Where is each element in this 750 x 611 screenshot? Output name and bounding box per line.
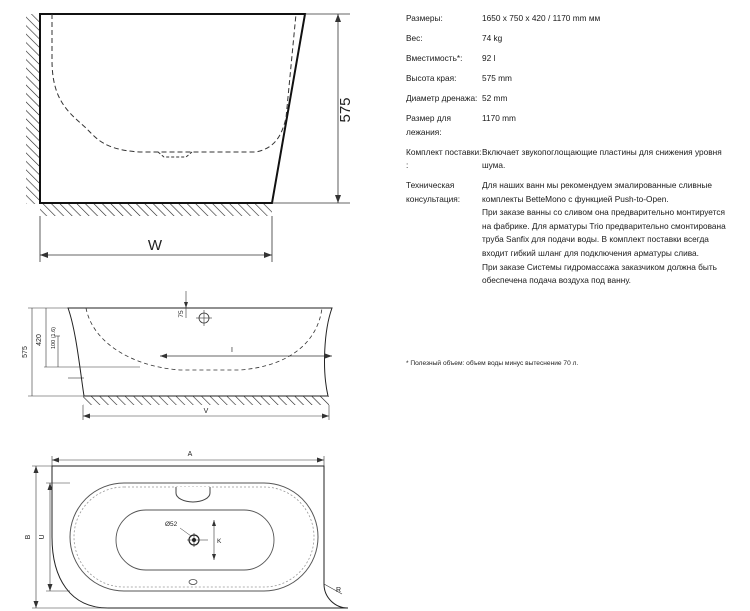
spec-row-lying-size <box>406 112 736 139</box>
spec-value <box>482 179 736 288</box>
dim-420-label: 420 <box>36 334 43 346</box>
section-view <box>22 291 332 420</box>
dim-k-label: K <box>217 538 222 545</box>
overflow-shape <box>176 487 210 502</box>
arrowhead <box>335 14 341 22</box>
drain-label: Ø52 <box>165 521 178 528</box>
plan-view <box>25 451 348 608</box>
arrowhead <box>335 195 341 203</box>
spec-row-dimensions <box>406 12 736 26</box>
arrowhead <box>264 252 272 258</box>
spec-row-consultation <box>406 179 736 288</box>
floor-hatch <box>83 396 329 405</box>
wall-hatch <box>26 14 40 204</box>
tub-side-outline <box>40 14 305 203</box>
spec-value: 575 mm <box>482 72 512 83</box>
consult-paragraph: При заказе Системы гидромассажа заказчиком должна быть обеспечена подача воздуха под ванну. <box>482 261 717 286</box>
outer-label: V <box>203 408 209 415</box>
arrowhead <box>34 601 39 608</box>
consult-paragraph: При заказе ванны со сливом она предварительно монтируется на фабрике. Для арматуры Trio предварительно смонтирована труба Sanfix для подачи воды. В комплект поставки всегда входит гибкий шланг для подключения арматуры слива. <box>482 207 726 259</box>
spec-label: Размер для лежания: <box>406 112 451 137</box>
dim-100-label: 100 (1.6) <box>51 326 57 350</box>
dim-75-label: 75 <box>178 310 185 318</box>
specs-table <box>406 12 736 294</box>
arrowhead <box>184 302 188 308</box>
footnote: * Полезный объем: объем воды минус вытеснение 70 л. <box>406 360 579 367</box>
dim-r-label: R <box>336 587 342 594</box>
arrowhead <box>317 458 324 463</box>
spec-value: 92 l <box>482 52 496 63</box>
dim-b-label: B <box>25 534 32 540</box>
spec-value: 52 mm <box>482 92 508 103</box>
height-label: 575 <box>337 97 354 123</box>
spec-label: Размеры: <box>406 13 443 23</box>
arrowhead <box>52 458 59 463</box>
spec-row-capacity <box>406 52 736 66</box>
spec-label: Вместимость*: <box>406 52 463 63</box>
spec-value: Включает звукопоглощающие пластины для снижения уровня шума. <box>482 146 722 171</box>
spec-row-drain <box>406 92 736 106</box>
spec-row-rim-height <box>406 72 736 86</box>
arrowhead <box>325 354 332 359</box>
spec-row-weight <box>406 32 736 46</box>
spec-value: 1650 x 750 x 420 / 1170 mm мм <box>482 13 601 23</box>
arrowhead <box>34 466 39 473</box>
spec-label: Вес: <box>406 32 423 43</box>
spec-value: 1170 mm <box>482 112 516 123</box>
consult-paragraph: Для наших ванн мы рекомендуем эмалированные сливные комплекты BetteMono с функцией Push-to-Open. <box>482 180 712 204</box>
spec-row-delivery <box>406 146 736 173</box>
spec-label: Высота края: <box>406 72 457 83</box>
spec-label: Техническая консультация: <box>406 180 461 204</box>
arrowhead <box>48 584 53 591</box>
side-view <box>26 14 354 262</box>
dim-575-label: 575 <box>22 346 29 358</box>
dim-u-label: U <box>39 534 46 540</box>
dim-a-label: A <box>187 451 193 458</box>
arrowhead <box>40 252 48 258</box>
inner-label: I <box>231 347 233 354</box>
spec-label: Диаметр дренажа: <box>406 92 478 103</box>
spec-value: 74 kg <box>482 32 503 43</box>
floor-hatch <box>40 203 272 216</box>
spec-label: Комплект поставки: : <box>406 146 482 171</box>
arrowhead <box>322 414 329 419</box>
arrowhead <box>83 414 90 419</box>
width-label: W <box>147 237 163 254</box>
